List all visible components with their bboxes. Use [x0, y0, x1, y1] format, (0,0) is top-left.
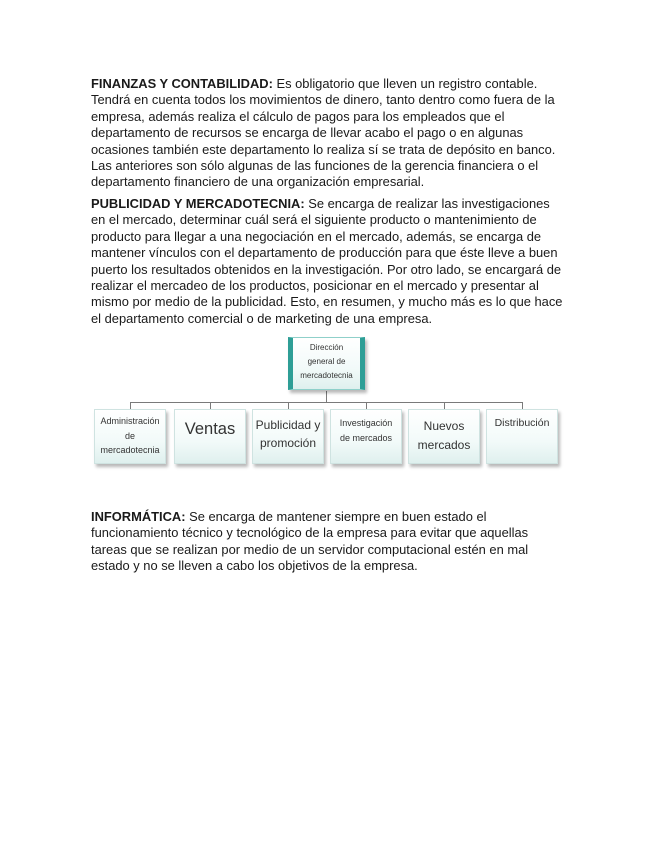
org-box-line: Ventas: [184, 420, 236, 438]
org-box-administracion: [94, 409, 166, 464]
connector-drop: [444, 402, 445, 409]
org-box-distribucion: [486, 409, 558, 464]
org-box-nuevos-mercados: [408, 409, 480, 464]
org-box-ventas: [174, 409, 246, 464]
org-box-line: mercadotecnia: [100, 445, 160, 455]
publicidad-heading: PUBLICIDAD Y MERCADOTECNIA:: [91, 196, 305, 211]
org-box-line: de mercados: [339, 433, 393, 443]
org-box-line: de: [124, 430, 135, 441]
connector-drop: [366, 402, 367, 409]
informatica-paragraph: [91, 509, 565, 575]
org-box-line: general de: [307, 357, 346, 366]
connector-vertical-top: [326, 391, 327, 402]
org-box-line: Investigación: [339, 418, 393, 428]
connector-horizontal: [130, 402, 522, 403]
finanzas-heading: FINANZAS Y CONTABILIDAD:: [91, 76, 273, 91]
org-box-line: promoción: [259, 436, 317, 450]
publicidad-text: Se encarga de realizar las investigaciones en el mercado, determinar cuál será el siguiente producto o mantenimiento de producto para llegar a una negociación en el mercado, además, se encarga de mantener vínculos con el departamento de producción para que éste lleve a buen puerto los resultados obtenidos en la investigación. Por otro lado, se encargará de realizar el mercadeo de los productos, posicionar en el mercado y presentar al mismo por medio de la publicidad. Esto, en resumen, y mucho más es lo que hace el departamento comercial o de marketing de una empresa.: [91, 196, 563, 326]
org-box-line: mercados: [417, 438, 471, 452]
informatica-text: Se encarga de mantener siempre en buen estado el funcionamiento técnico y tecnológico de la empresa para evitar que aquellas tareas que se realizan por medio de un servidor computacional estén en mal estado y no se lleven a cabo los objetivos de la empresa.: [91, 509, 529, 574]
org-box-direccion: [288, 337, 365, 390]
informatica-heading: INFORMÁTICA:: [91, 509, 186, 524]
org-box-line: Dirección: [309, 343, 344, 352]
connector-drop: [522, 402, 523, 409]
org-box-line: Nuevos: [423, 419, 465, 433]
org-box-line: Administración: [100, 416, 160, 426]
org-box-line: Publicidad y: [255, 418, 321, 432]
finanzas-text: Es obligatorio que lleven un registro contable. Tendrá en cuenta todos los movimientos de dinero, tanto dentro como fuera de la empresa, además realiza el cálculo de pagos para los empleados que el departamento de recursos se encarga de llevar acabo el pago o en algunas ocasiones también este departamento lo realiza sí se trata de depósito en banco. Las anteriores son sólo algunas de las funciones de la gerencia financiera o el departamento financiero de una organización empresarial.: [91, 76, 556, 190]
finanzas-paragraph: [91, 76, 565, 191]
org-box-publicidad: [252, 409, 324, 464]
org-box-investigacion: [330, 409, 402, 464]
org-chart: [0, 330, 655, 480]
org-box-line: mercadotecnia: [300, 371, 353, 380]
org-box-line: Distribución: [494, 417, 550, 429]
publicidad-paragraph: [91, 196, 565, 327]
connector-drop: [288, 402, 289, 409]
connector-drop: [210, 402, 211, 409]
connector-drop: [130, 402, 131, 409]
